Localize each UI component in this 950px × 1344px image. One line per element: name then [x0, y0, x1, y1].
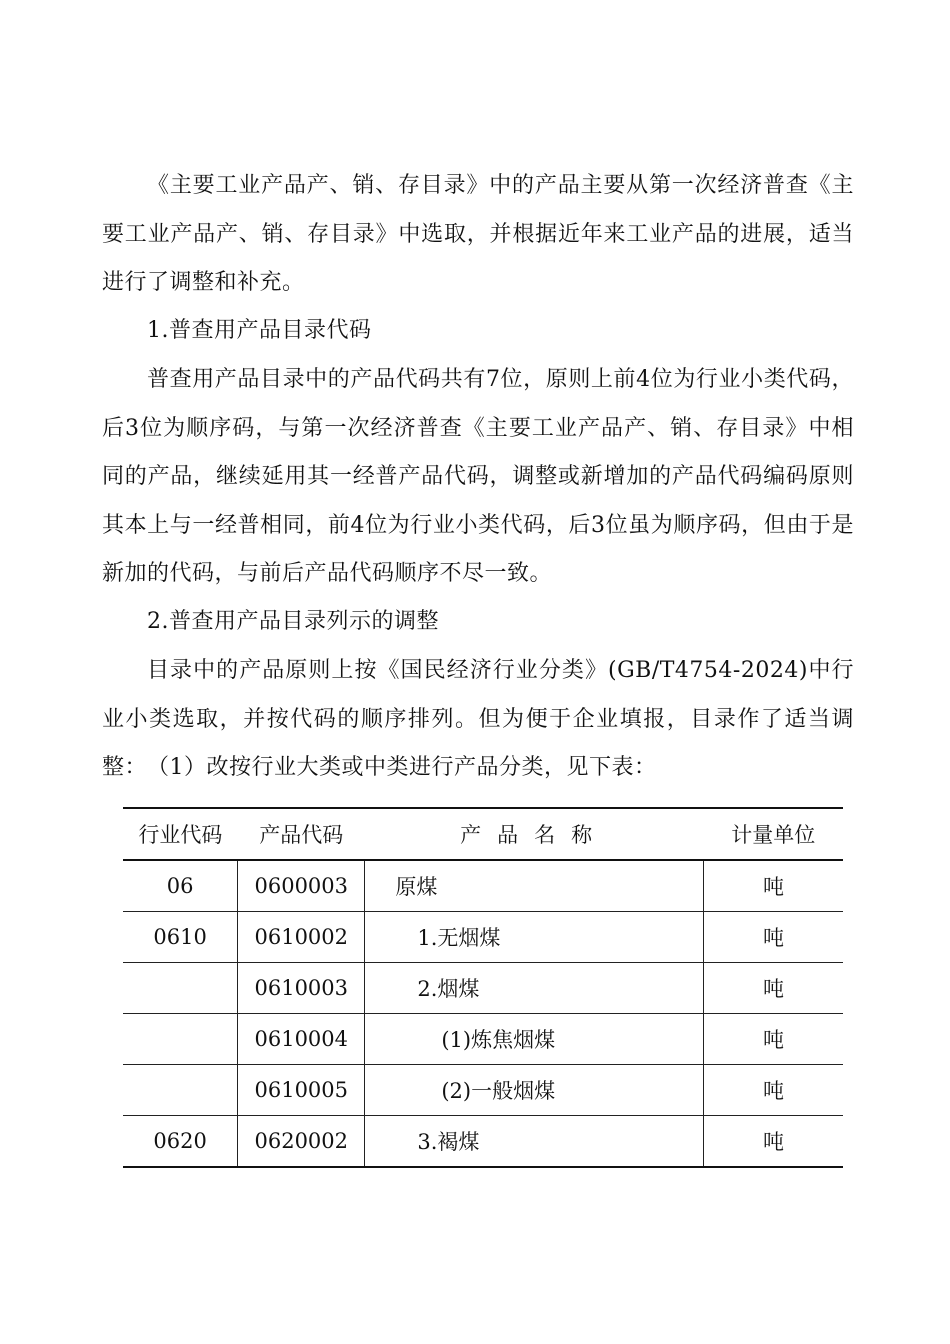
cell-industry-code: 0620	[123, 1116, 238, 1168]
cell-product-name: 原煤	[365, 860, 704, 912]
cell-industry-code: 0610	[123, 912, 238, 963]
cell-product-code: 0610004	[238, 1014, 365, 1065]
list-item-1: （1）改按行业大类或中类进行产品分类，见下表：	[147, 755, 657, 780]
table-row	[123, 912, 843, 963]
cell-unit: 吨	[704, 1014, 844, 1065]
header-product-name: 产品名称	[365, 808, 704, 860]
cell-industry-code: 06	[123, 860, 238, 912]
listing-rules-paragraph: 目录中的产品原则上按《国民经济行业分类》(GB/T4754-2024)中行业小类选取，并按代码的顺序排列。但为便于企业填报，目录作了适当调整：	[102, 658, 854, 780]
header-product-code: 产品代码	[238, 808, 365, 860]
header-unit: 计量单位	[704, 808, 844, 860]
cell-product-code: 0600003	[238, 860, 365, 912]
code-rules-paragraph: 普查用产品目录中的产品代码共有7位，原则上前4位为行业小类代码，后3位为顺序码，与第一次经济普查《主要工业产品产、销、存目录》中相同的产品，继续延用其一经普产品代码，调整或新增加的产品代码编码原则其本上与一经普相同，前4位为行业小类代码，后3位虽为顺序码，但由于是新加的代码，与前后产品代码顺序不尽一致。	[102, 367, 854, 586]
cell-industry-code	[123, 1014, 238, 1065]
cell-product-name: (1)炼焦烟煤	[365, 1014, 704, 1065]
table-header-row	[123, 808, 843, 860]
cell-unit: 吨	[704, 1116, 844, 1168]
table-row	[123, 1014, 843, 1065]
table-row	[123, 1116, 843, 1168]
cell-product-name: 2.烟煤	[365, 963, 704, 1014]
product-catalog-table	[123, 807, 843, 1168]
section-heading-listing: 2.普查用产品目录列示的调整	[147, 609, 439, 634]
cell-product-code: 0620002	[238, 1116, 365, 1168]
cell-unit: 吨	[704, 1065, 844, 1116]
intro-paragraph: 《主要工业产品产、销、存目录》中的产品主要从第一次经济普查《主要工业产品产、销、存目录》中选取，并根据近年来工业产品的进展，适当进行了调整和补充。	[102, 173, 854, 295]
cell-product-name: 3.褐煤	[365, 1116, 704, 1168]
cell-industry-code	[123, 1065, 238, 1116]
cell-product-name: (2)一般烟煤	[365, 1065, 704, 1116]
header-industry-code: 行业代码	[123, 808, 238, 860]
table-row	[123, 860, 843, 912]
cell-industry-code	[123, 963, 238, 1014]
cell-unit: 吨	[704, 963, 844, 1014]
cell-product-name: 1.无烟煤	[365, 912, 704, 963]
table-row	[123, 963, 843, 1014]
cell-product-code: 0610003	[238, 963, 365, 1014]
cell-product-code: 0610005	[238, 1065, 365, 1116]
cell-unit: 吨	[704, 860, 844, 912]
cell-unit: 吨	[704, 912, 844, 963]
table-row	[123, 1065, 843, 1116]
cell-product-code: 0610002	[238, 912, 365, 963]
section-heading-code: 1.普查用产品目录代码	[147, 318, 372, 343]
